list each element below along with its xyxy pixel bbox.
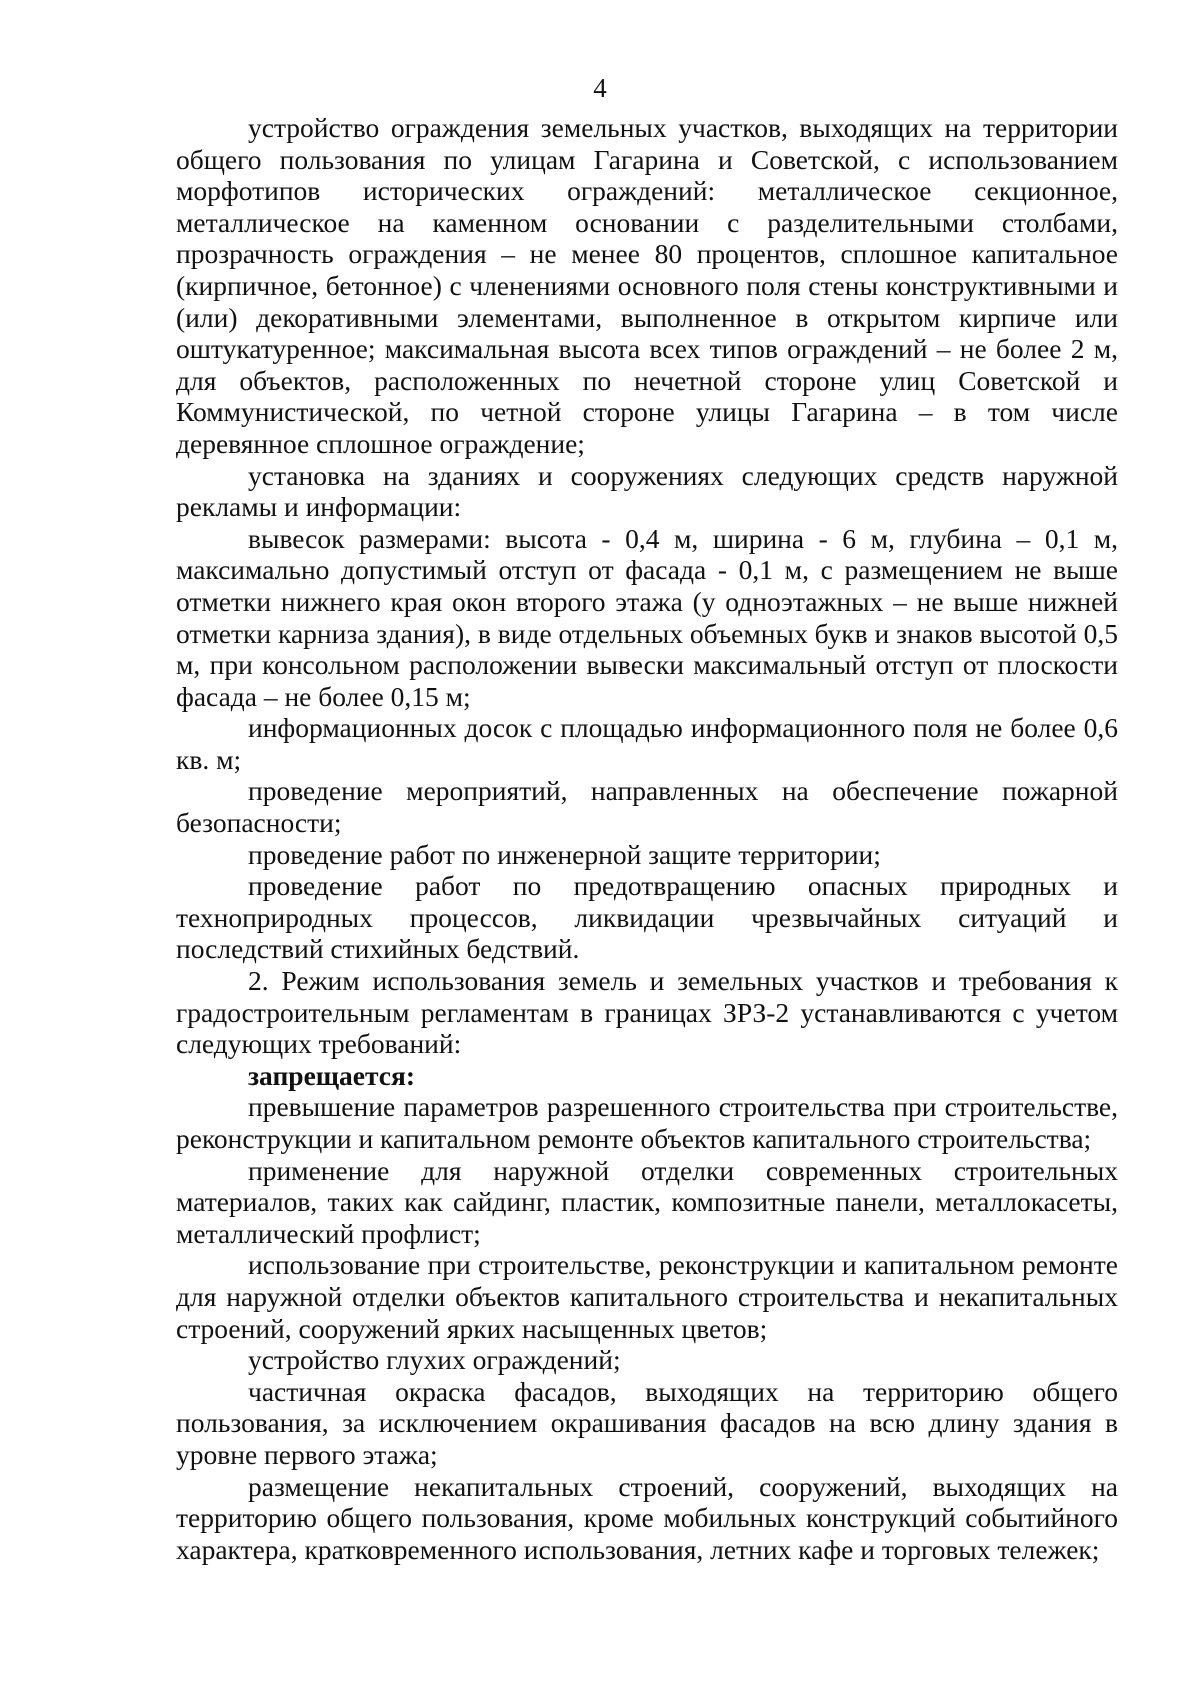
page-number: 4 <box>593 73 607 103</box>
paragraph-modern-materials: применение для наружной отделки современных строительных материалов, таких как сайдинг, пластик, композитные панели, металлокасеты, металлический профлист; <box>176 1154 1118 1249</box>
paragraph-signboards: вывесок размерами: высота - 0,4 м, ширина - 6 м, глубина – 0,1 м, максимально допустимый отступ от фасада - 0,1 м, с размещением не выше отметки нижнего края окон второго этажа (у одноэтажных – не выше нижней отметки карниза здания), в виде отдельных объемных букв и знаков высотой 0,5 м, при консольном расположении вывески максимальный отступ от плоскости фасада – не более 0,15 м; <box>176 522 1118 712</box>
paragraph-bright-colors: использование при строительстве, реконструкции и капитальном ремонте для наружной отделки объектов капитального строительства и некапитальных строений, сооружений ярких насыщенных цветов; <box>176 1249 1118 1344</box>
paragraph-hazard-prevention: проведение работ по предотвращению опасных природных и техноприродных процессов, ликвидации чрезвычайных ситуаций и последствий стихийных бедствий. <box>176 870 1118 965</box>
paragraph-engineering-protection: проведение работ по инженерной защите территории; <box>248 838 881 870</box>
body-text <box>176 112 1118 1565</box>
paragraph-exceeding-parameters: превышение параметров разрешенного строительства при строительстве, реконструкции и капитальном ремонте объектов капитального строительства; <box>176 1091 1118 1154</box>
paragraph-info-boards: информационных досок с площадью информационного поля не более 0,6 кв. м; <box>176 712 1118 775</box>
paragraph-advertising: установка на зданиях и сооружениях следующих средств наружной рекламы и информации: <box>176 459 1118 523</box>
paragraph-partial-painting: частичная окраска фасадов, выходящих на территорию общего пользования, за исключением окрашивания фасадов на всю длину здания в уровне первого этажа; <box>176 1375 1118 1470</box>
paragraph-fire-safety: проведение мероприятий, направленных на обеспечение пожарной безопасности; <box>176 775 1118 839</box>
paragraph-non-capital-structures: размещение некапитальных строений, сооружений, выходящих на территорию общего пользования, кроме мобильных конструкций событийного характера, кратковременного использования, летних кафе и торговых тележек; <box>176 1470 1118 1565</box>
paragraph-zrz2-regime: 2. Режим использования земель и земельных участков и требования к градостроительным регламентам в границах ЗРЗ-2 устанавливаются с учетом следующих требований: <box>176 965 1118 1060</box>
paragraph-prohibited-heading: запрещается: <box>248 1059 416 1091</box>
paragraph-blind-fences: устройство глухих ограждений; <box>248 1344 621 1376</box>
paragraph-fencing: устройство ограждения земельных участков, выходящих на территории общего пользования по улицам Гагарина и Советской, с использованием морфотипов исторических ограждений: металлическое секционное, металлическое на каменном основании с разделительными столбами, прозрачность ограждения – не менее 80 процентов, сплошное капитальное (кирпичное, бетонное) с членениями основного поля стены конструктивными и (или) декоративными элементами, выполненное в открытом кирпиче или оштукатуренное; максимальная высота всех типов ограждений – не более 2 м, для объектов, расположенных по нечетной стороне улиц Советской и Коммунистической, по четной стороне улицы Гагарина – в том числе деревянное сплошное ограждение; <box>176 112 1118 459</box>
